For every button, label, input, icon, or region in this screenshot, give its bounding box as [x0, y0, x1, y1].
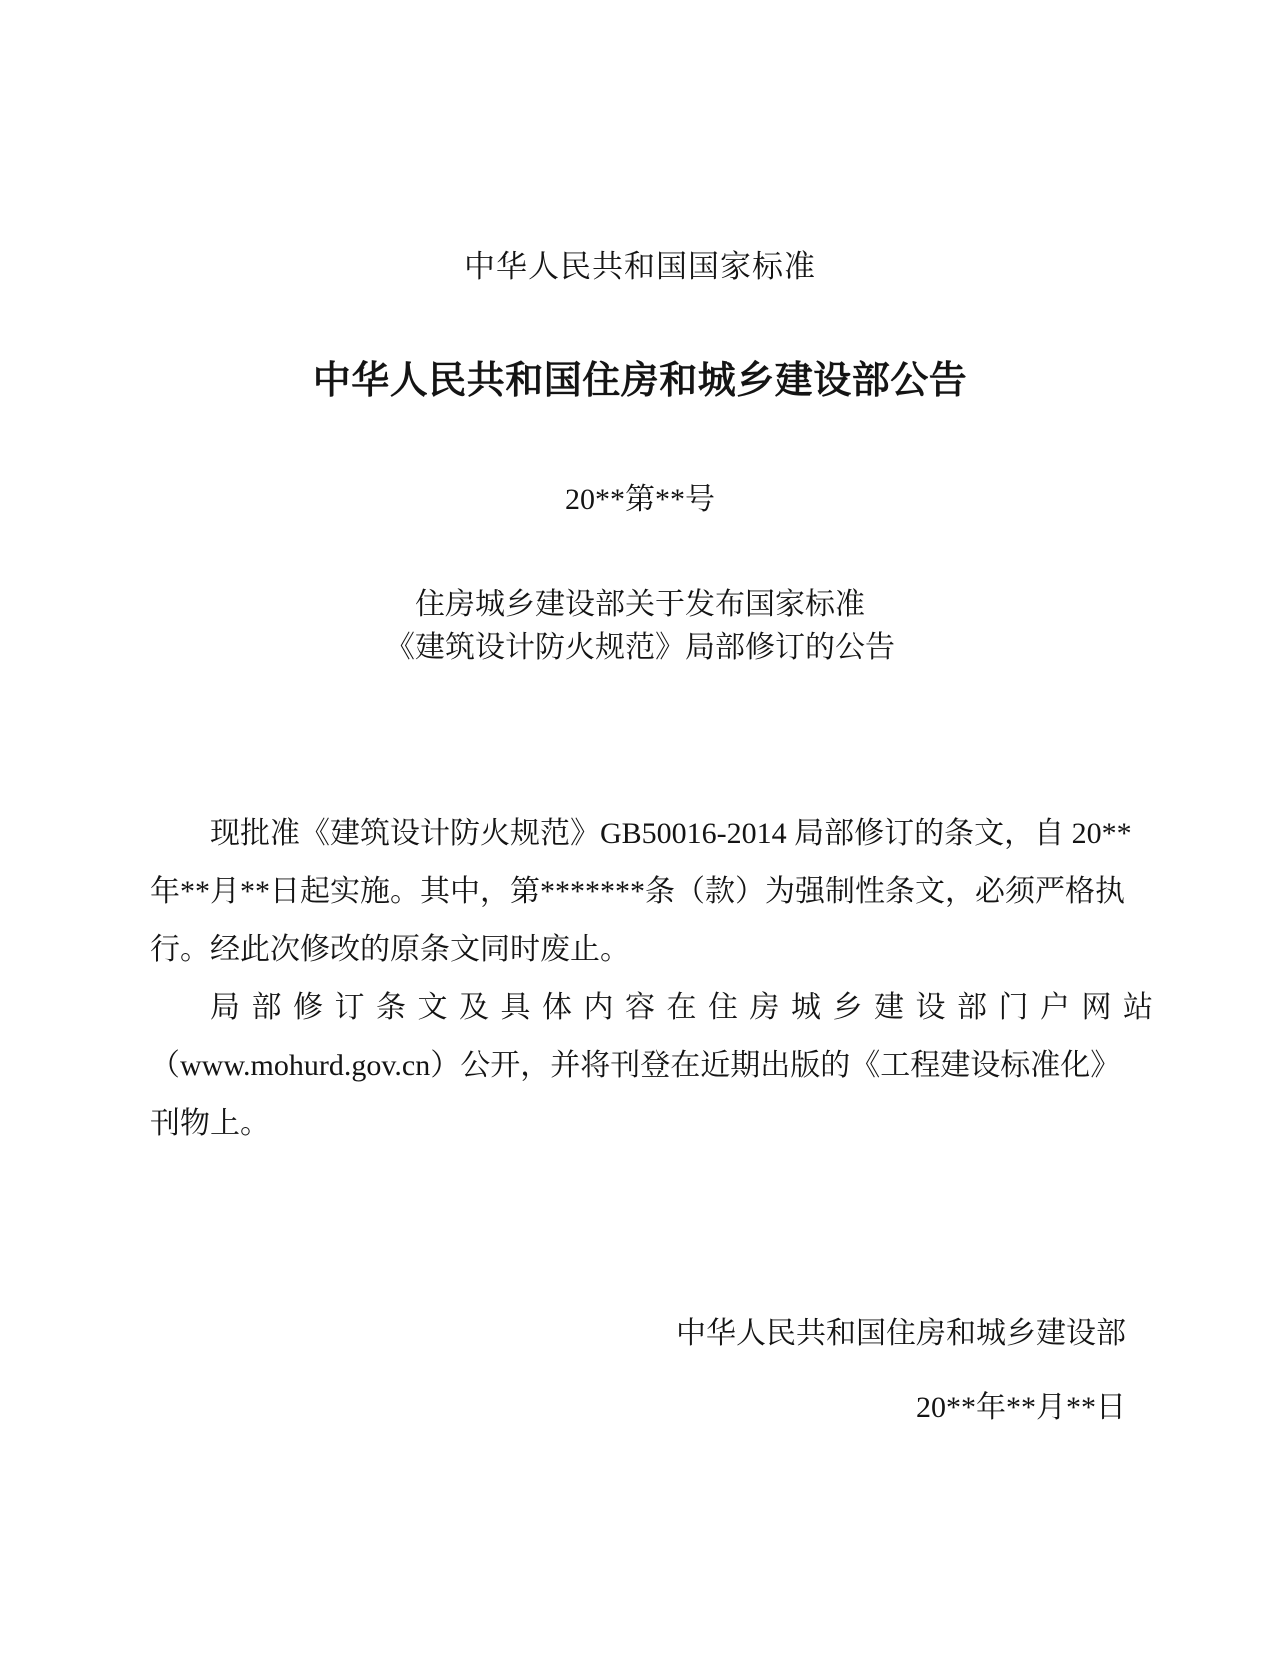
document-number: 20**第**号	[565, 483, 715, 516]
issuer-signature: 中华人民共和国住房和城乡建设部	[676, 1317, 1126, 1350]
issue-date: 20**年**月**日	[916, 1391, 1126, 1424]
announcement-title: 中华人民共和国住房和城乡建设部公告	[312, 360, 968, 402]
subtitle-line-1: 住房城乡建设部关于发布国家标准	[415, 588, 865, 621]
body-line: 年**月**日起实施。其中，第*******条（款）为强制性条文，必须严格执	[150, 875, 1125, 908]
body-text	[150, 805, 1165, 1153]
body-line: 刊物上。	[150, 1107, 270, 1140]
body-line: 现批准《建筑设计防火规范》GB50016-2014 局部修订的条文，自 20**	[210, 817, 1132, 850]
body-line-justified: 局部修订条文及具体内容在住房城乡建设部门户网站	[210, 991, 1165, 1024]
paragraph-2	[150, 979, 1165, 1153]
standard-kicker: 中华人民共和国国家标准	[464, 249, 816, 284]
subtitle-line-2: 《建筑设计防火规范》局部修订的公告	[385, 631, 895, 664]
body-line: 行。经此次修改的原条文同时废止。	[150, 933, 630, 966]
announcement-subtitle	[0, 583, 1280, 669]
body-line-website: （www.mohurd.gov.cn）公开，并将刊登在近期出版的《工程建设标准化》	[150, 1049, 1121, 1082]
paragraph-1	[150, 805, 1132, 979]
